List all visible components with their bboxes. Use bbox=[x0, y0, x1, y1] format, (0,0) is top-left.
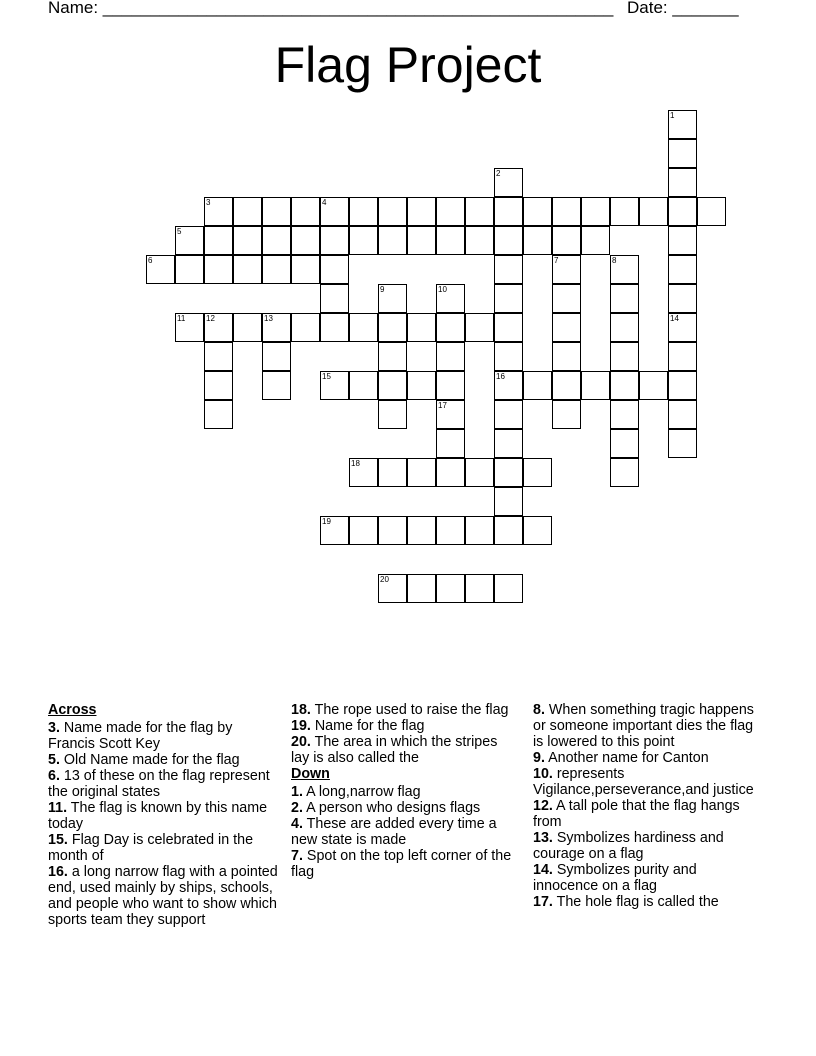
grid-cell[interactable] bbox=[436, 197, 465, 226]
clue-item bbox=[533, 766, 765, 798]
grid-cell[interactable] bbox=[378, 574, 407, 603]
grid-cell[interactable] bbox=[349, 313, 378, 342]
grid-cell[interactable] bbox=[523, 197, 552, 226]
grid-cell[interactable] bbox=[262, 371, 291, 400]
grid-cell[interactable] bbox=[639, 371, 668, 400]
clue-item-text: The area in which the stripes lay is also called the bbox=[291, 734, 498, 766]
clue-item bbox=[533, 862, 765, 894]
clue-item-text: a long narrow flag with a pointed end, used mainly by ships, schools, and people who want to show which sports team they support bbox=[48, 864, 278, 928]
clue-column-3 bbox=[533, 702, 765, 910]
grid-cell[interactable] bbox=[610, 458, 639, 487]
grid-cell[interactable] bbox=[233, 313, 262, 342]
clue-item bbox=[48, 864, 280, 928]
grid-cell[interactable] bbox=[610, 197, 639, 226]
grid-cell[interactable] bbox=[668, 342, 697, 371]
grid-cell[interactable] bbox=[407, 197, 436, 226]
clue-item bbox=[48, 720, 280, 752]
grid-cell[interactable] bbox=[349, 458, 378, 487]
grid-cell[interactable] bbox=[494, 342, 523, 371]
clue-number: 1 bbox=[670, 111, 675, 120]
grid-cell[interactable] bbox=[494, 284, 523, 313]
grid-cell[interactable] bbox=[494, 429, 523, 458]
clue-number: 14 bbox=[670, 314, 679, 323]
grid-cell[interactable] bbox=[378, 400, 407, 429]
grid-cell[interactable] bbox=[262, 255, 291, 284]
grid-cell[interactable] bbox=[349, 197, 378, 226]
clue-item-text: These are added every time a new state is made bbox=[291, 816, 497, 848]
grid-cell[interactable] bbox=[407, 226, 436, 255]
name-field[interactable]: Name: ______________________________________________________ bbox=[48, 0, 614, 17]
clue-item-text: Spot on the top left corner of the flag bbox=[291, 848, 512, 880]
grid-cell[interactable] bbox=[552, 342, 581, 371]
clue-item-text: The rope used to raise the flag bbox=[310, 702, 509, 718]
grid-cell[interactable] bbox=[349, 226, 378, 255]
grid-cell[interactable] bbox=[320, 255, 349, 284]
grid-cell[interactable] bbox=[436, 516, 465, 545]
clue-item-number: 13. bbox=[533, 830, 553, 846]
clue-item bbox=[48, 752, 280, 768]
grid-cell[interactable] bbox=[494, 400, 523, 429]
grid-cell[interactable] bbox=[494, 516, 523, 545]
grid-cell[interactable] bbox=[610, 400, 639, 429]
clue-number: 2 bbox=[496, 169, 501, 178]
grid-cell[interactable] bbox=[436, 313, 465, 342]
grid-cell[interactable] bbox=[175, 226, 204, 255]
grid-cell[interactable] bbox=[610, 429, 639, 458]
grid-cell[interactable] bbox=[320, 516, 349, 545]
grid-cell[interactable] bbox=[407, 574, 436, 603]
grid-cell[interactable] bbox=[320, 226, 349, 255]
grid-cell[interactable] bbox=[523, 371, 552, 400]
grid-cell[interactable] bbox=[552, 226, 581, 255]
grid-cell[interactable] bbox=[668, 197, 697, 226]
grid-cell[interactable] bbox=[581, 226, 610, 255]
clue-number: 11 bbox=[177, 314, 186, 323]
grid-cell[interactable] bbox=[436, 371, 465, 400]
clue-item-text: 13 of these on the flag represent the original states bbox=[48, 768, 270, 800]
clue-item-text: The hole flag is called the bbox=[552, 894, 719, 910]
grid-cell[interactable] bbox=[407, 313, 436, 342]
clue-item-number: 19. bbox=[291, 718, 311, 734]
grid-cell[interactable] bbox=[494, 168, 523, 197]
grid-cell[interactable] bbox=[204, 313, 233, 342]
clue-number: 16 bbox=[496, 372, 505, 381]
clue-item-number: 12. bbox=[533, 798, 553, 814]
clue-item-text: Name made for the flag by Francis Scott Key bbox=[48, 720, 233, 752]
grid-cell[interactable] bbox=[494, 371, 523, 400]
grid-cell[interactable] bbox=[494, 458, 523, 487]
section-heading: Across bbox=[48, 702, 97, 718]
grid-cell[interactable] bbox=[552, 313, 581, 342]
clue-item bbox=[48, 832, 280, 864]
clue-item-number: 7. bbox=[291, 848, 303, 864]
clue-item-text: A tall pole that the flag hangs from bbox=[533, 798, 740, 830]
grid-cell[interactable] bbox=[204, 197, 233, 226]
date-field[interactable]: Date: _______ bbox=[627, 0, 739, 17]
section-heading: Down bbox=[291, 766, 330, 782]
clue-number: 15 bbox=[322, 372, 331, 381]
grid-cell[interactable] bbox=[494, 226, 523, 255]
grid-cell[interactable] bbox=[378, 226, 407, 255]
grid-cell[interactable] bbox=[552, 371, 581, 400]
clue-item-text: A person who designs flags bbox=[302, 800, 481, 816]
clue-item-text: A long,narrow flag bbox=[302, 784, 421, 800]
clue-item-number: 4. bbox=[291, 816, 303, 832]
grid-cell[interactable] bbox=[465, 226, 494, 255]
grid-cell[interactable] bbox=[610, 284, 639, 313]
grid-cell[interactable] bbox=[291, 255, 320, 284]
grid-cell[interactable] bbox=[494, 574, 523, 603]
grid-cell[interactable] bbox=[407, 458, 436, 487]
grid-cell[interactable] bbox=[378, 313, 407, 342]
grid-cell[interactable] bbox=[668, 371, 697, 400]
grid-cell[interactable] bbox=[204, 371, 233, 400]
grid-cell[interactable] bbox=[436, 284, 465, 313]
grid-cell[interactable] bbox=[378, 197, 407, 226]
grid-cell[interactable] bbox=[175, 313, 204, 342]
clue-item bbox=[533, 702, 765, 750]
clue-item-number: 3. bbox=[48, 720, 60, 736]
clue-number: 13 bbox=[264, 314, 273, 323]
grid-cell[interactable] bbox=[581, 197, 610, 226]
clue-item-text: When something tragic happens or someone important dies the flag is lowered to this point bbox=[533, 702, 754, 750]
clue-number: 9 bbox=[380, 285, 385, 294]
grid-cell[interactable] bbox=[436, 342, 465, 371]
grid-cell[interactable] bbox=[262, 226, 291, 255]
clue-item-text: Old Name made for the flag bbox=[59, 752, 240, 768]
clue-number: 10 bbox=[438, 285, 447, 294]
clue-item-text: represents Vigilance,perseverance,and justice bbox=[533, 766, 754, 798]
grid-cell[interactable] bbox=[668, 110, 697, 139]
clue-number: 6 bbox=[148, 256, 153, 265]
clue-item-number: 17. bbox=[533, 894, 553, 910]
grid-cell[interactable] bbox=[436, 429, 465, 458]
clue-number: 4 bbox=[322, 198, 327, 207]
clue-item-text: Name for the flag bbox=[310, 718, 425, 734]
grid-cell[interactable] bbox=[523, 516, 552, 545]
clue-item-text: Symbolizes purity and innocence on a flag bbox=[533, 862, 697, 894]
grid-cell[interactable] bbox=[465, 458, 494, 487]
grid-cell[interactable] bbox=[146, 255, 175, 284]
clue-item bbox=[291, 848, 517, 880]
clue-number: 19 bbox=[322, 517, 331, 526]
clue-item-number: 5. bbox=[48, 752, 60, 768]
grid-cell[interactable] bbox=[494, 197, 523, 226]
grid-cell[interactable] bbox=[233, 197, 262, 226]
grid-cell[interactable] bbox=[465, 574, 494, 603]
clue-number: 12 bbox=[206, 314, 215, 323]
clue-item bbox=[533, 894, 765, 910]
clue-item-number: 10. bbox=[533, 766, 553, 782]
grid-cell[interactable] bbox=[262, 197, 291, 226]
grid-cell[interactable] bbox=[436, 574, 465, 603]
clue-item-number: 9. bbox=[533, 750, 545, 766]
grid-cell[interactable] bbox=[581, 371, 610, 400]
grid-cell[interactable] bbox=[639, 197, 668, 226]
clue-item bbox=[533, 830, 765, 862]
grid-cell[interactable] bbox=[291, 226, 320, 255]
clue-item-number: 15. bbox=[48, 832, 68, 848]
clue-item-number: 16. bbox=[48, 864, 68, 880]
grid-cell[interactable] bbox=[262, 342, 291, 371]
grid-cell[interactable] bbox=[668, 313, 697, 342]
grid-cell[interactable] bbox=[378, 516, 407, 545]
grid-cell[interactable] bbox=[291, 313, 320, 342]
grid-cell[interactable] bbox=[610, 342, 639, 371]
grid-cell[interactable] bbox=[233, 255, 262, 284]
grid-cell[interactable] bbox=[349, 371, 378, 400]
grid-cell[interactable] bbox=[320, 284, 349, 313]
clue-item-text: Symbolizes hardiness and courage on a flag bbox=[533, 830, 724, 862]
grid-cell[interactable] bbox=[668, 226, 697, 255]
clue-item bbox=[48, 800, 280, 832]
grid-cell[interactable] bbox=[262, 313, 291, 342]
clue-number: 3 bbox=[206, 198, 211, 207]
grid-cell[interactable] bbox=[407, 516, 436, 545]
grid-cell[interactable] bbox=[668, 139, 697, 168]
grid-cell[interactable] bbox=[668, 284, 697, 313]
clue-item-number: 14. bbox=[533, 862, 553, 878]
clue-item-number: 8. bbox=[533, 702, 545, 718]
grid-cell[interactable] bbox=[610, 255, 639, 284]
page-title: Flag Project bbox=[274, 37, 542, 93]
clue-number: 17 bbox=[438, 401, 447, 410]
grid-cell[interactable] bbox=[668, 429, 697, 458]
clue-item-text: The flag is known by this name today bbox=[48, 800, 268, 832]
grid-cell[interactable] bbox=[668, 168, 697, 197]
clue-item bbox=[291, 702, 517, 718]
clue-item bbox=[533, 798, 765, 830]
clue-item-text: Flag Day is celebrated in the month of bbox=[48, 832, 254, 864]
grid-cell[interactable] bbox=[320, 197, 349, 226]
clue-item-number: 2. bbox=[291, 800, 303, 816]
grid-cell[interactable] bbox=[465, 197, 494, 226]
clue-item bbox=[533, 750, 765, 766]
grid-cell[interactable] bbox=[523, 226, 552, 255]
grid-cell[interactable] bbox=[204, 255, 233, 284]
grid-cell[interactable] bbox=[552, 400, 581, 429]
clue-item-text: Another name for Canton bbox=[544, 750, 709, 766]
clue-item-number: 18. bbox=[291, 702, 311, 718]
grid-cell[interactable] bbox=[233, 226, 262, 255]
clue-item bbox=[48, 768, 280, 800]
clue-column-1 bbox=[48, 702, 280, 928]
clue-item-number: 11. bbox=[48, 800, 68, 816]
clue-item-number: 20. bbox=[291, 734, 311, 750]
clue-item bbox=[291, 718, 517, 734]
grid-cell[interactable] bbox=[291, 197, 320, 226]
grid-cell[interactable] bbox=[523, 458, 552, 487]
clue-number: 20 bbox=[380, 575, 389, 584]
grid-cell[interactable] bbox=[320, 313, 349, 342]
grid-cell[interactable] bbox=[378, 458, 407, 487]
grid-cell[interactable] bbox=[204, 400, 233, 429]
clue-item-number: 1. bbox=[291, 784, 303, 800]
grid-cell[interactable] bbox=[436, 400, 465, 429]
grid-cell[interactable] bbox=[668, 400, 697, 429]
grid-cell[interactable] bbox=[204, 226, 233, 255]
grid-cell[interactable] bbox=[494, 255, 523, 284]
clue-number: 18 bbox=[351, 459, 360, 468]
grid-cell[interactable] bbox=[610, 313, 639, 342]
grid-cell[interactable] bbox=[465, 313, 494, 342]
clue-column-2 bbox=[291, 702, 517, 880]
clue-number: 5 bbox=[177, 227, 182, 236]
clue-item bbox=[291, 784, 517, 800]
grid-cell[interactable] bbox=[378, 371, 407, 400]
grid-cell[interactable] bbox=[494, 313, 523, 342]
grid-cell[interactable] bbox=[610, 371, 639, 400]
grid-cell[interactable] bbox=[436, 226, 465, 255]
grid-cell[interactable] bbox=[465, 516, 494, 545]
grid-cell[interactable] bbox=[407, 371, 436, 400]
grid-cell[interactable] bbox=[378, 284, 407, 313]
grid-cell[interactable] bbox=[552, 284, 581, 313]
grid-cell[interactable] bbox=[320, 371, 349, 400]
clue-number: 8 bbox=[612, 256, 617, 265]
clue-item bbox=[291, 800, 517, 816]
grid-cell[interactable] bbox=[668, 255, 697, 284]
grid-cell[interactable] bbox=[378, 342, 407, 371]
grid-cell[interactable] bbox=[204, 342, 233, 371]
grid-cell[interactable] bbox=[552, 255, 581, 284]
grid-cell[interactable] bbox=[349, 516, 378, 545]
clue-item-number: 6. bbox=[48, 768, 60, 784]
grid-cell[interactable] bbox=[175, 255, 204, 284]
clue-item bbox=[291, 734, 517, 766]
grid-cell[interactable] bbox=[436, 458, 465, 487]
clue-item bbox=[291, 816, 517, 848]
clue-number: 7 bbox=[554, 256, 559, 265]
grid-cell[interactable] bbox=[697, 197, 726, 226]
grid-cell[interactable] bbox=[552, 197, 581, 226]
grid-cell[interactable] bbox=[494, 487, 523, 516]
